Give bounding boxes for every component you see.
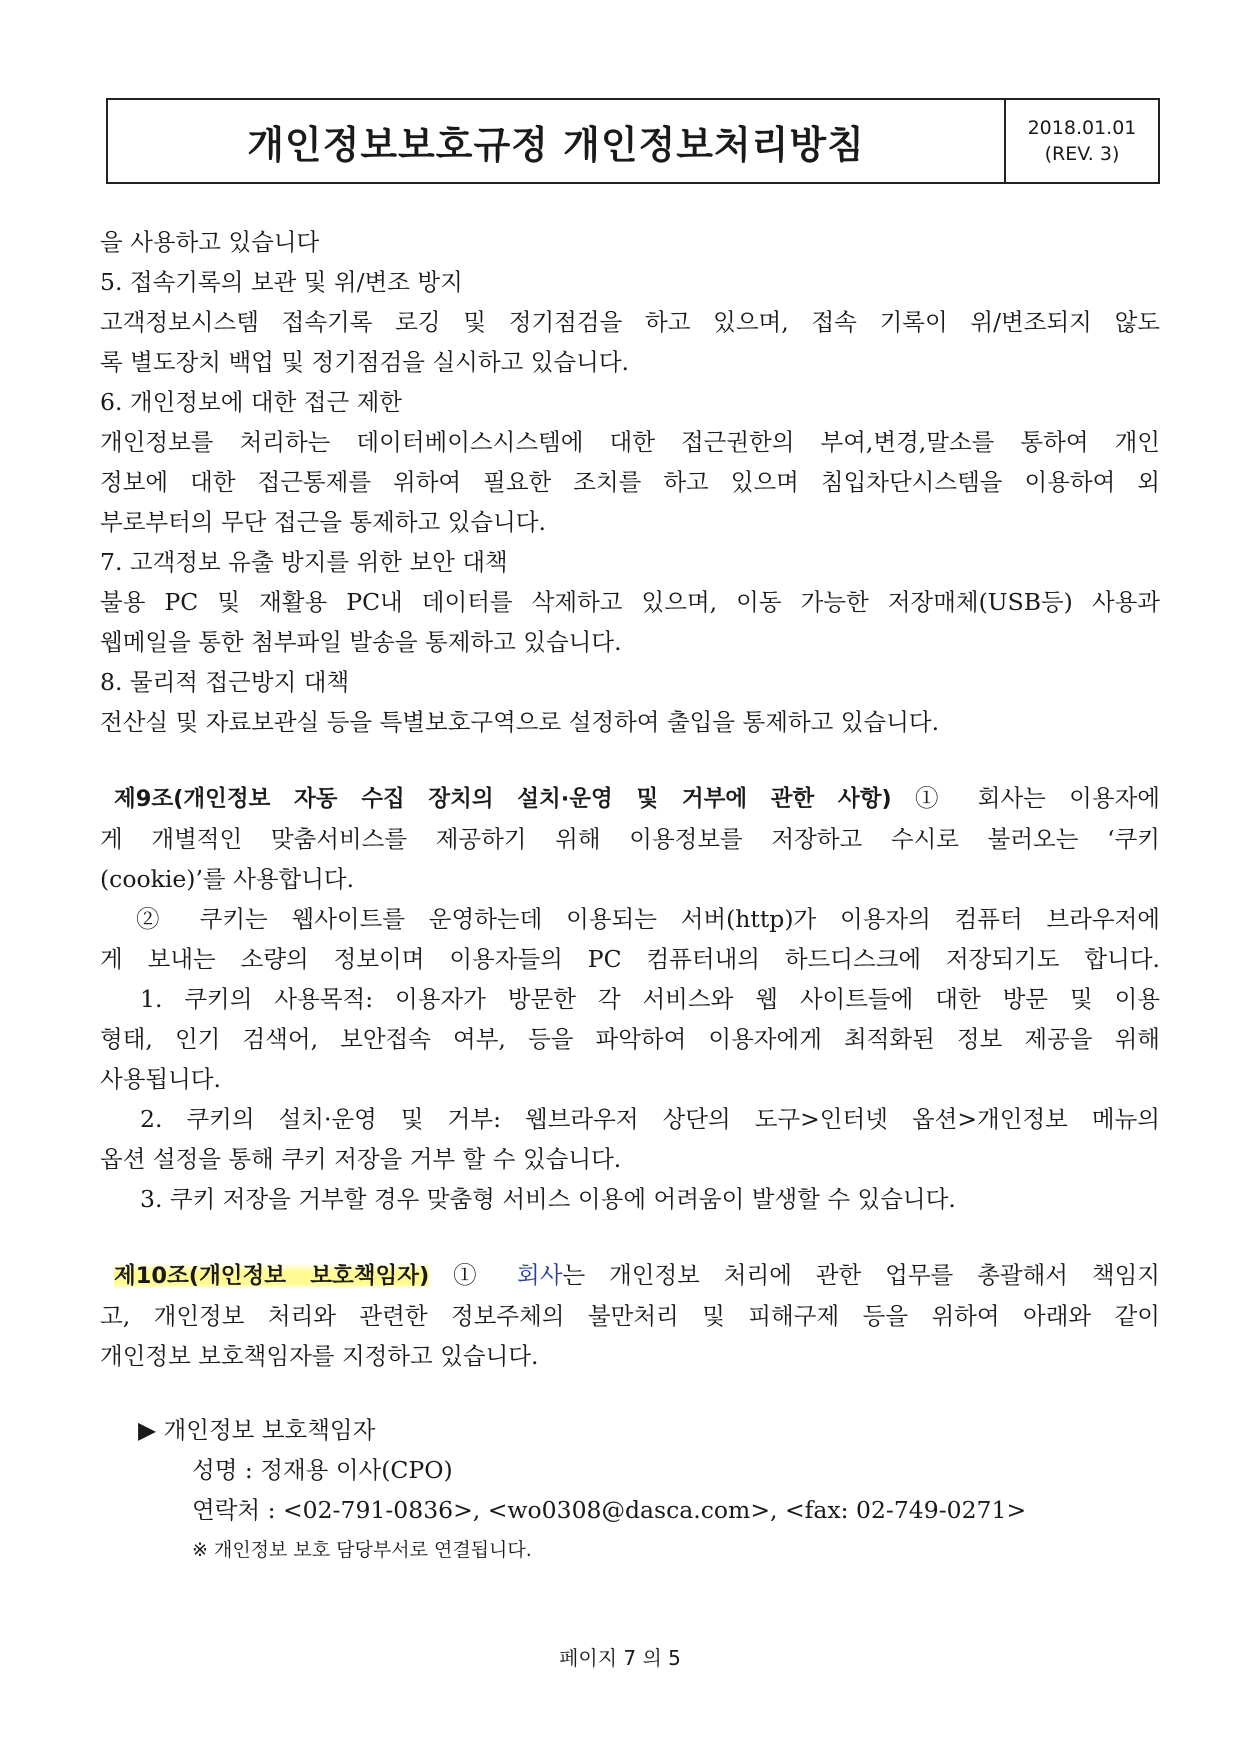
article10-heading: 제10조(개인정보 보호책임자) [114,1263,430,1289]
text-line: 3. 쿠키 저장을 거부할 경우 맞춤형 서비스 이용에 어려움이 발생할 수 있습니다. [140,1185,956,1213]
text-line: 불용 PC 및 재활용 PC내 데이터를 삭제하고 있으며, 이동 가능한 저장매체(USB등) 사용과 [100,588,1160,616]
revision-box [1004,100,1158,182]
item-heading: 5. 접속기록의 보관 및 위/변조 방지 [100,268,463,296]
text-line: 부로부터의 무단 접근을 통제하고 있습니다. [100,508,546,536]
text-line: 옵션 설정을 통해 쿠키 저장을 거부 할 수 있습니다. [100,1145,622,1173]
article10-clause1-rest: 는 개인정보 처리에 관한 업무를 총괄해서 책임지 [562,1261,1160,1289]
text-line: 개인정보 보호책임자를 지정하고 있습니다. [100,1342,539,1370]
cpo-contact: 연락처 : <02-791-0836>, <wo0308@dasca.com>, <fax: 02-749-0271> [192,1496,1027,1524]
text-line: 전산실 및 자료보관실 등을 특별보호구역으로 설정하여 출입을 통제하고 있습니다. [100,708,940,736]
text-line: 사용됩니다. [100,1065,221,1093]
text-line: 게 보내는 소량의 정보이며 이용자들의 PC 컴퓨터내의 하드디스크에 저장되기도 합니다. [100,945,1160,973]
text-line: 2. 쿠키의 설치·운영 및 거부: 웹브라우저 상단의 도구>인터넷 옵션>개인정보 메뉴의 [140,1105,1160,1133]
text-line: 록 별도장치 백업 및 정기점검을 실시하고 있습니다. [100,348,630,376]
text-line: ② 쿠키는 웹사이트를 운영하는데 이용되는 서버(http)가 이용자의 컴퓨터 브라우저에 [136,905,1160,933]
text-line: 1. 쿠키의 사용목적: 이용자가 방문한 각 서비스와 웹 사이트들에 대한 방문 및 이용 [140,985,1160,1013]
text-line: (cookie)’를 사용합니다. [100,865,355,893]
text-line: 형태, 인기 검색어, 보안접속 여부, 등을 파악하여 이용자에게 최적화된 정보 제공을 위해 [100,1025,1160,1053]
article9-first-line [100,778,1160,819]
text-line: 개인정보를 처리하는 데이터베이스시스템에 대한 접근권한의 부여,변경,말소를 통하여 개인 [100,428,1160,456]
page-number: 페이지 7 의 5 [559,1646,681,1670]
revision-number: (REV. 3) [1044,143,1120,165]
document-header [106,98,1160,184]
item-heading: 7. 고객정보 유출 방지를 위한 보안 대책 [100,548,508,576]
cpo-name: 성명 : 정재용 이사(CPO) [192,1456,453,1484]
article9-heading: 제9조(개인정보 자동 수집 장치의 설치·운영 및 거부에 관한 사항) [114,786,892,812]
cpo-note: ※ 개인정보 보호 담당부서로 연결됩니다. [192,1539,532,1561]
document-body [100,222,1160,1570]
text-line: 을 사용하고 있습니다 [100,228,320,256]
text-line: 게 개별적인 맞춤서비스를 제공하기 위해 이용정보를 저장하고 수시로 불러오는 ‘쿠키 [100,825,1160,853]
cpo-bullet-label: ▶ 개인정보 보호책임자 [138,1416,376,1444]
text-line: 웹메일을 통한 첨부파일 발송을 통제하고 있습니다. [100,628,622,656]
company-term: 회사 [517,1261,563,1289]
revision-date: 2018.01.01 [1027,117,1137,139]
text-line: 고, 개인정보 처리와 관련한 정보주체의 불만처리 및 피해구제 등을 위하여 아래와 같이 [100,1302,1160,1330]
document-title: 개인정보보호규정 개인정보처리방침 [247,122,865,167]
text-line: 고객정보시스템 접속기록 로깅 및 정기점검을 하고 있으며, 접속 기록이 위/변조되지 않도 [100,308,1160,336]
item-heading: 8. 물리적 접근방지 대책 [100,668,350,696]
article9-clause1-start: ① 회사는 이용자에 [891,784,1160,812]
item-heading: 6. 개인정보에 대한 접근 제한 [100,388,403,416]
article10-first-line [100,1255,1160,1296]
text-line: 정보에 대한 접근통제를 위하여 필요한 조치를 하고 있으며 침입차단시스템을 이용하여 외 [100,468,1160,496]
article10-circle: ① [429,1261,518,1289]
